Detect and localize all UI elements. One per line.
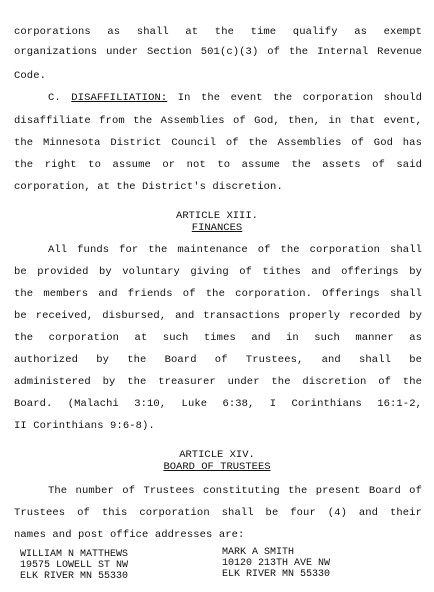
section-c-title: DISAFFILIATION: [71, 92, 168, 104]
trustee-1-name: WILLIAM N MATTHEWS [20, 549, 129, 560]
article-13-line-9: II Corinthians 9:6-8). [14, 420, 155, 432]
article-13-line-5: the corporation at such times and in such manner as [14, 332, 422, 344]
article-14-line-3: names and post office addresses are: [14, 529, 245, 541]
article-13-title: FINANCES [191, 222, 243, 234]
trustee-1-street: 19575 LOWELL ST NW [20, 560, 129, 571]
article-13-number: ARTICLE XIII. [176, 210, 258, 222]
article-13-line-2: be provided by voluntary giving of tithes and offerings by [14, 266, 422, 278]
section-c-line-1 [48, 92, 422, 104]
section-c-line-3: the Minnesota District Council of the Assemblies of God has [14, 137, 422, 149]
article-14-line-1: The number of Trustees constituting the present Board of [48, 485, 422, 497]
intro-line-2: organizations under Section 501(c)(3) of the Internal Revenue [14, 46, 422, 58]
article-13-line-6: authorized by the Board of Trustees, and shall be [14, 354, 422, 366]
section-c-line-4: the right to assume or not to assume the assets of said [14, 159, 422, 171]
article-13-line-8: Board. (Malachi 3:10, Luke 6:38, I Corinthians 16:1-2, [14, 398, 422, 410]
article-14-line-2: Trustees of this corporation shall be four (4) and their [14, 507, 422, 519]
trustee-1-city: ELK RIVER MN 55330 [20, 571, 129, 582]
trustee-2-name: MARK A SMITH [222, 547, 295, 558]
intro-line-3: Code. [14, 70, 47, 82]
article-13-line-3: the members and friends of the corporation. Offerings shall [14, 288, 422, 300]
article-14-title: BOARD OF TRUSTEES [163, 461, 271, 473]
article-13-line-4: be received, disbursed, and transactions properly recorded by [14, 310, 422, 322]
trustee-2-street: 10120 213TH AVE NW [222, 558, 331, 569]
article-14-number: ARTICLE XIV. [179, 449, 255, 461]
intro-line-1: corporations as shall at the time qualify as exempt [14, 26, 422, 38]
article-13-line-1: All funds for the maintenance of the corporation shall [48, 244, 422, 256]
section-c-line-5: corporation, at the District's discretion. [14, 181, 283, 193]
section-c-line-2: disaffiliate from the Assemblies of God, then, in that event, [14, 115, 422, 127]
article-13-line-7: administered by the treasurer under the discretion of the [14, 376, 422, 388]
section-c-label: C. [48, 92, 61, 104]
trustee-2-city: ELK RIVER MN 55330 [222, 569, 331, 580]
section-c-line-1-rest: In the event the corporation should [177, 92, 422, 104]
